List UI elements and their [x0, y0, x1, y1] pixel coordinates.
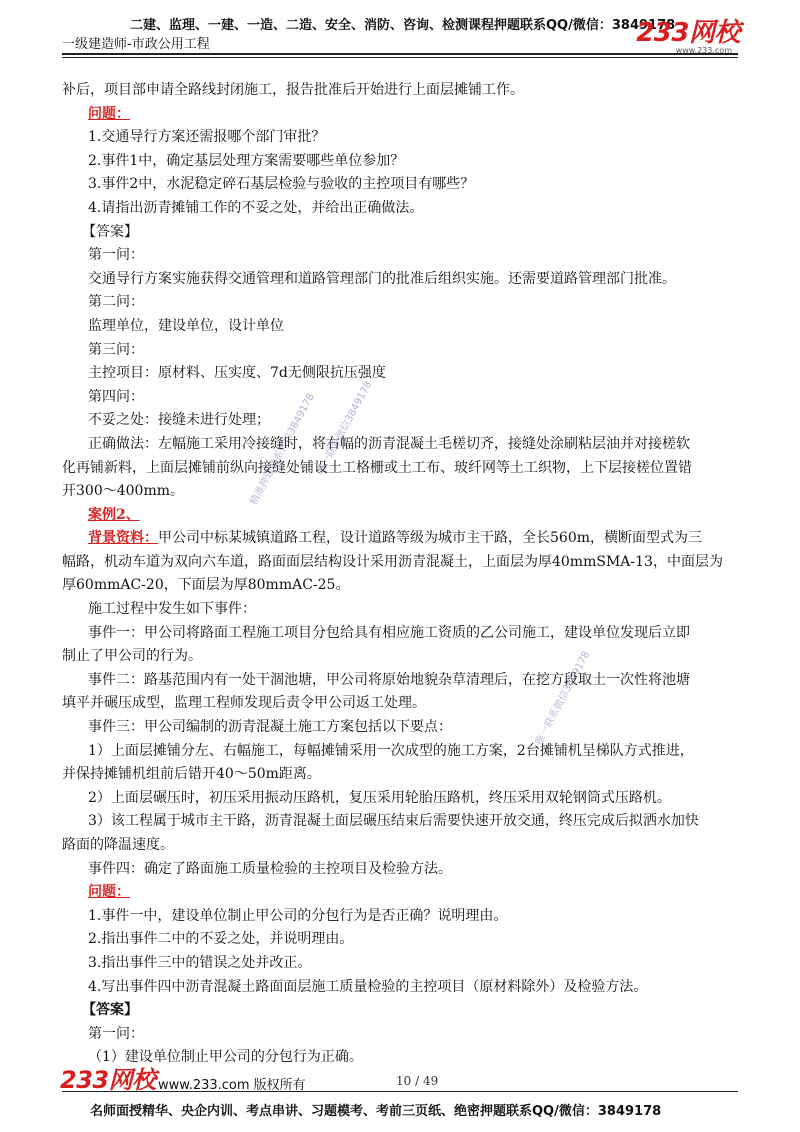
watermark: 精准押题联系微信3849178 [248, 391, 317, 508]
event-paragraph: 事件一：甲公司将路面工程施工项目分包给具有相应施工资质的乙公司施工，建设单位发现后立即 [88, 624, 690, 641]
question-item: 4.写出事件四中沥青混凝土路面面层施工质量检验的主控项目（原材料除外）及检验方法。 [88, 978, 648, 995]
paragraph: 补后，项目部申请全路线封闭施工，报告批准后开始进行上面层摊铺工作。 [62, 82, 524, 98]
event-paragraph: 事件三：甲公司编制的沥青混凝土施工方案包括以下要点： [88, 719, 452, 736]
background-paragraph [88, 527, 728, 551]
paragraph: 路面的降温速度。 [62, 837, 174, 853]
event-paragraph: 事件二：路基范围内有一处干涸池塘，甲公司将原始地貌杂草清理后，在挖方段取土一次性将池塘 [88, 671, 690, 688]
watermark: 唯一联系微信3849178 [315, 379, 375, 478]
footer-contact-line: 名师面授精华、央企内训、考点串讲、习题模考、考前三页纸、绝密押题联系QQ/微信：3849178 [90, 1104, 662, 1119]
paragraph: 并保持摊铺机组前后错开40～50m距离。 [62, 766, 321, 783]
answer-text: 不妥之处：接缝未进行处理； [88, 412, 270, 429]
background-text: 甲公司中标某城镇道路工程，设计道路等级为城市主干路，全长560m，横断面型式为三 [158, 530, 702, 547]
answer-heading: 【答案】 [82, 1002, 138, 1019]
answer-text: （1）建设单位制止甲公司的分包行为正确。 [88, 1049, 363, 1066]
answer-text: 正确做法：左幅施工采用冷接缝时，将右幅的沥青混凝土毛槎切齐，接缝处涂刷粘层油并对接槎软 [88, 435, 690, 452]
question-item: 1.交通导行方案还需报哪个部门审批？ [88, 129, 326, 146]
question-item: 1.事件一中，建设单位制止甲公司的分包行为是否正确？说明理由。 [88, 907, 508, 924]
question-item: 2.指出事件二中的不妥之处，并说明理由。 [88, 931, 354, 948]
question-item: 2.事件1中，确定基层处理方案需要哪些单位参加？ [88, 152, 405, 169]
list-item: 2）上面层碾压时，初压采用振动压路机，复压采用轮胎压路机，终压采用双轮钢筒式压路机。 [88, 789, 671, 806]
page-number: 10 / 49 [396, 1074, 439, 1088]
answer-part-label: 第一问： [88, 1025, 144, 1042]
answer-text: 主控项目：原材料、压实度、7d无侧限抗压强度 [88, 365, 386, 382]
answer-heading: 【答案】 [82, 223, 138, 240]
question-item: 3.事件2中，水泥稳定碎石基层检验与验收的主控项目有哪些？ [88, 176, 475, 193]
brand-logo-url: www.233.com [675, 46, 732, 55]
answer-text: 监理单位，建设单位，设计单位 [88, 317, 284, 334]
brand-logo: 233网校 [636, 18, 740, 48]
header-doc-title: 一级建造师-市政公用工程 [62, 37, 210, 52]
answer-text: 交通导行方案实施获得交通管理和道路管理部门的批准后组织实施。还需要道路管理部门批准。 [88, 270, 676, 287]
paragraph: 施工过程中发生如下事件： [88, 601, 256, 618]
answer-part-label: 第三问： [88, 341, 144, 358]
paragraph: 厚60mmAC-20，下面层为厚80mmAC-25。 [62, 577, 350, 594]
question-item: 3.指出事件三中的错误之处并改正。 [88, 954, 312, 971]
case-heading: 案例2、 [88, 506, 140, 523]
header-contact-line: 二建、监理、一建、一造、二造、安全、消防、咨询、检测课程押题联系QQ/微信：3849178 [130, 18, 676, 33]
footer-copyright: www.233.com 版权所有 [158, 1078, 306, 1093]
paragraph: 幅路，机动车道为双向六车道，路面面层结构设计采用沥青混凝土，上面层为厚40mmSMA-13，中面层为 [62, 553, 723, 570]
answer-part-label: 第四问： [88, 388, 144, 405]
section-label-questions: 问题： [88, 105, 130, 122]
answer-text: 化再铺新料，上面层摊铺前纵向接缝处铺设土工格栅或土工布、玻纤网等土工织物，上下层接槎位置错 [62, 459, 692, 476]
answer-part-label: 第一问： [88, 247, 144, 264]
document-body [62, 79, 728, 1070]
paragraph: 制止了甲公司的行为。 [62, 648, 202, 665]
watermark: 唯一联系微信3849178 [533, 649, 593, 748]
event-paragraph: 事件四：确定了路面施工质量检验的主控项目及检验方法。 [88, 860, 452, 877]
header-divider [62, 53, 738, 55]
header-divider-thin [62, 57, 738, 58]
answer-text: 开300～400mm。 [62, 483, 184, 500]
paragraph: 填平并碾压成型，监理工程师发现后责令甲公司返工处理。 [62, 695, 426, 712]
answer-part-label: 第二问： [88, 294, 144, 311]
list-item: 1）上面层摊铺分左、右幅施工，每幅摊铺采用一次成型的施工方案，2台摊铺机呈梯队方式推进， [88, 742, 694, 759]
background-label: 背景资料： [88, 530, 158, 547]
section-label-questions: 问题： [88, 884, 130, 901]
question-item: 4.请指出沥青摊铺工作的不妥之处，并给出正确做法。 [88, 199, 424, 216]
list-item: 3）该工程属于城市主干路，沥青混凝土面层碾压结束后需要快速开放交通，终压完成后拟洒水加快 [88, 813, 699, 830]
footer-brand-logo: 233网校 [60, 1066, 156, 1094]
